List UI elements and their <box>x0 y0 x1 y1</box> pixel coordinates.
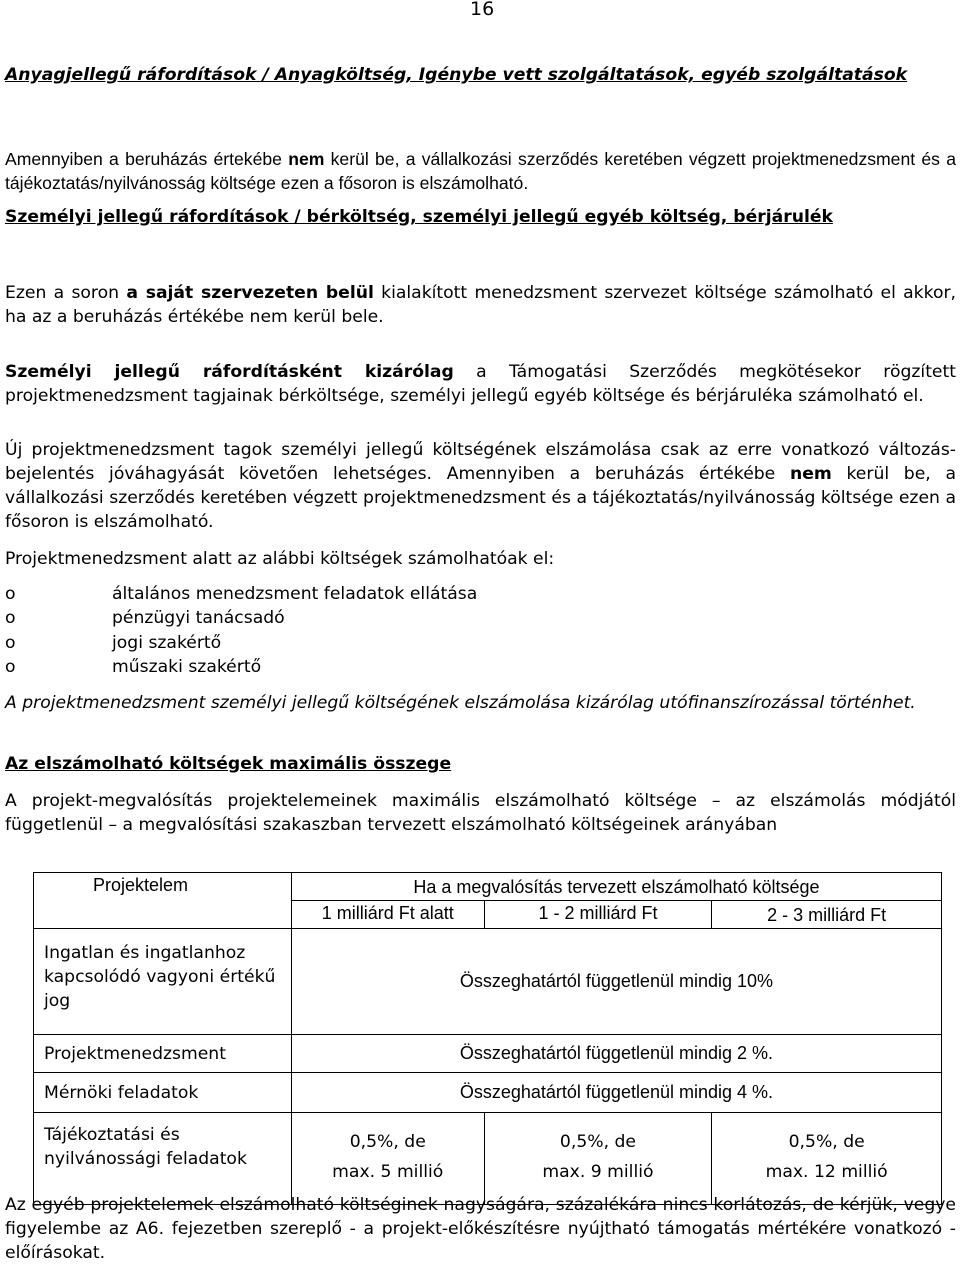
cost-limit-table <box>33 872 942 1205</box>
paragraph-exclusively <box>5 360 956 408</box>
note-post-financing: A projektmenedzsment személyi jellegű költségének elszámolása kizárólag utófinanszírozással történhet. <box>5 693 916 713</box>
table-row <box>34 1035 942 1073</box>
text-run: kialakított menedzsment szervezet költsége számolható el akkor, ha az a beruházás értékébe nem kerül bele. <box>5 283 957 327</box>
subheader-label: 1 - 2 milliárd Ft <box>538 903 658 923</box>
list-item <box>5 606 956 630</box>
header-cost-group <box>291 873 941 901</box>
emphasis-exclusively: Személyi jellegű ráfordításként kizárólag <box>5 362 454 382</box>
text-run: a Támogatási Szerződés megkötésekor rögzített projektmenedzsment tagjainak bérköltsége, személyi jellegű egyéb költsége és bérjáruléka számolható el. <box>5 362 956 406</box>
cell-line: max. 12 millió <box>765 1162 888 1182</box>
bullet-marker: o <box>5 608 16 629</box>
cell-line: max. 5 millió <box>332 1162 444 1182</box>
text-run: Amennyiben a beruházás értekébe <box>5 149 289 169</box>
bullet-marker: o <box>5 656 16 677</box>
paragraph-new-members <box>5 438 956 534</box>
text-run: Új projektmenedzsment tagok személyi jellegű költségének elszámolása csak az erre vonatkozó változás-bejelentés jóváhagyását követően lehetséges. Amennyiben a beruházás értékébe <box>5 440 956 484</box>
header-label: Projektelem <box>93 875 189 895</box>
bullet-marker: o <box>5 632 16 653</box>
publicity-value-under-1bn <box>291 1113 484 1205</box>
paragraph-material-costs <box>5 147 956 195</box>
bullet-marker: o <box>5 584 16 604</box>
text-run: kerül be, a vállalkozási szerződés keretében végzett projektmenedzsment és a tájékoztatás/nyilvánosság költsége ezen a fősoron is elszámolható. <box>5 149 956 193</box>
table-header-row <box>34 873 942 901</box>
paragraph-pm-intro: Projektmenedzsment alatt az alábbi költségek számolhatóak el: <box>5 549 555 569</box>
list-item <box>5 655 956 679</box>
emphasis-nem: nem <box>789 464 832 484</box>
list-item <box>5 582 956 606</box>
list-item-text: jogi szakértő <box>112 632 222 653</box>
list-item <box>5 631 956 655</box>
paragraph-max-amount: A projekt-megvalósítás projektelemeinek maximális elszámolható költsége – az elszámolás módjától függetlenül – a megvalósítási szakaszban tervezett elszámolható költségeinek arányában <box>5 791 956 835</box>
header-label: Ha a megvalósítás tervezett elszámolható költsége <box>413 877 820 897</box>
cell-line: 0,5%, de <box>788 1132 865 1152</box>
text-run: kerül be, a vállalkozási szerződés keretében végzett projektmenedzsment és a tájékoztatás/nyilvánosság költsége ezen a fősoron is elszámolható. <box>5 464 956 532</box>
subheader-label: 1 milliárd Ft alatt <box>321 903 454 923</box>
paragraph-other-elements: Az egyéb projektelemek elszámolható költséginek nagyságára, százalékára nincs korlátozás, de kérjük, vegye figyelembe az A6. fejezetben szereplő - a projekt-előkészítésre nyújtható támogatás mértékére vonatkozó - előírásokat. <box>5 1195 956 1263</box>
cell-value: Összeghatártól függetlenül mindig 2 %. <box>459 1043 774 1063</box>
emphasis-nem: nem <box>288 149 325 169</box>
subheader-2-3bn <box>712 901 942 929</box>
paragraph-own-organization <box>5 281 956 329</box>
table-row <box>34 1113 942 1205</box>
subheader-under-1bn <box>291 901 484 929</box>
list-item-text: pénzügyi tanácsadó <box>112 608 285 629</box>
section-heading-max-amount: Az elszámolható költségek maximális összege <box>5 754 452 774</box>
subheader-1-2bn <box>484 901 712 929</box>
cost-list <box>5 582 956 679</box>
merged-value-engineering <box>291 1073 941 1113</box>
cell-line: 0,5%, de <box>559 1132 636 1152</box>
text-run: Ezen a soron <box>5 283 127 303</box>
subheader-label: 2 - 3 milliárd Ft <box>767 905 887 925</box>
section-heading-material-costs: Anyagjellegű ráfordítások / Anyagköltség, Igénybe vett szolgáltatások, egyéb szolgáltatások <box>5 65 908 85</box>
merged-value-real-estate <box>291 929 941 1035</box>
section-heading-personnel-costs: Személyi jellegű ráfordítások / bérköltség, személyi jellegű egyéb költség, bérjárulék <box>5 207 833 227</box>
list-item-text: általános menedzsment feladatok ellátása <box>112 584 478 604</box>
cell-value: Összeghatártól függetlenül mindig 4 %. <box>459 1082 774 1102</box>
header-project-element <box>34 873 292 929</box>
table-row <box>34 929 942 1035</box>
publicity-value-1-2bn <box>484 1113 712 1205</box>
publicity-value-2-3bn <box>712 1113 942 1205</box>
cell-value: Összeghatártól függetlenül mindig 10% <box>459 971 774 991</box>
merged-value-project-management <box>291 1035 941 1073</box>
page-number: 16 <box>470 0 495 20</box>
cell-line: max. 9 millió <box>542 1162 654 1182</box>
row-label-project-management: Projektmenedzsment <box>34 1035 292 1073</box>
emphasis-own-org: a saját szervezeten belül <box>126 283 374 303</box>
list-item-text: műszaki szakértő <box>112 656 262 677</box>
table-row <box>34 1073 942 1113</box>
bullet-list <box>5 582 956 679</box>
cell-line: 0,5%, de <box>349 1132 426 1152</box>
row-label-real-estate: Ingatlan és ingatlanhoz kapcsolódó vagyoni értékű jog <box>34 929 292 1035</box>
row-label-publicity: Tájékoztatási és nyilvánossági feladatok <box>34 1113 292 1205</box>
row-label-engineering: Mérnöki feladatok <box>34 1073 292 1113</box>
